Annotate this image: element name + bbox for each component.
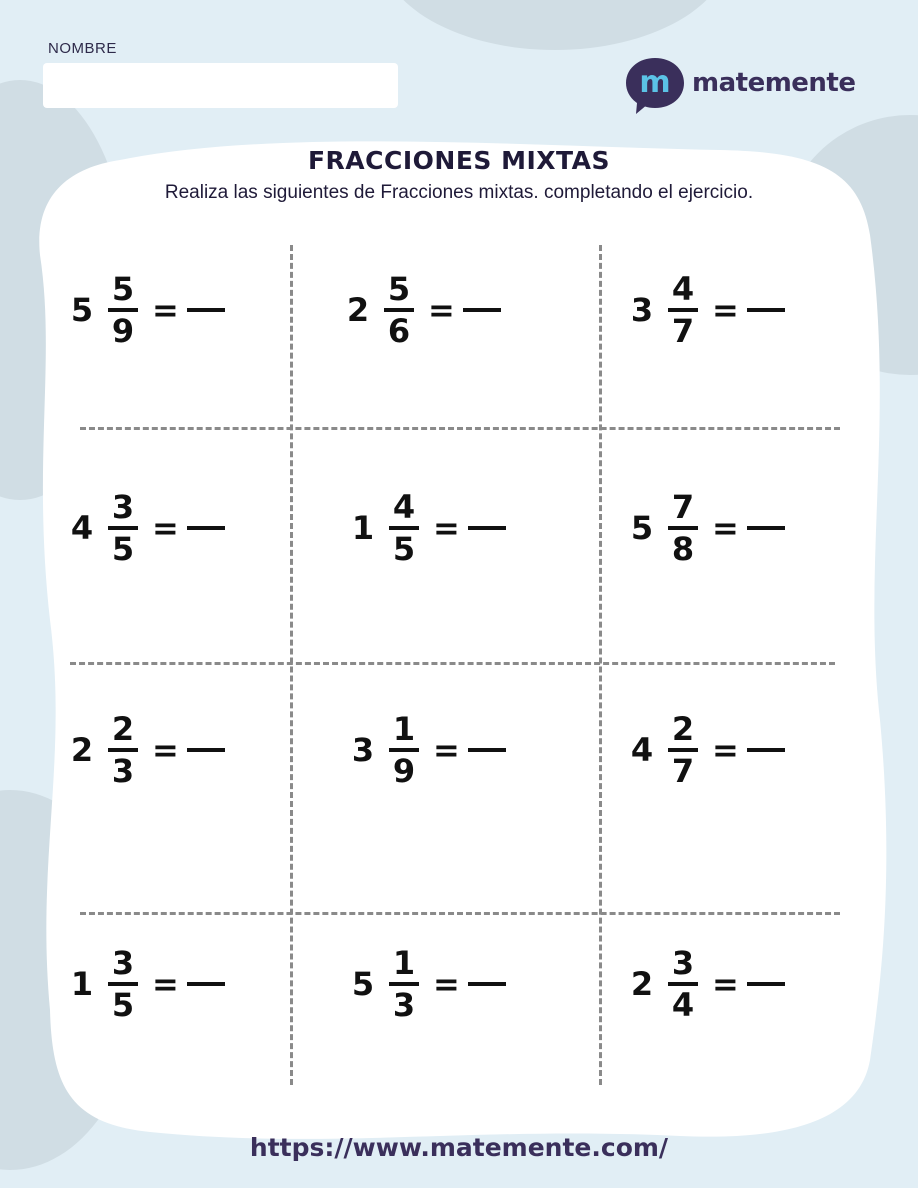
equals-sign: = [433, 731, 460, 769]
name-label: NOMBRE [48, 40, 117, 57]
equals-sign: = [712, 509, 739, 547]
problem-10 [62, 946, 225, 1022]
equals-sign: = [428, 291, 455, 329]
numerator: 1 [392, 710, 416, 748]
numerator: 3 [111, 944, 135, 982]
numerator: 5 [387, 270, 411, 308]
numerator: 3 [111, 488, 135, 526]
denominator: 8 [671, 530, 695, 568]
whole-number: 3 [351, 731, 375, 769]
problem-7 [62, 712, 225, 788]
denominator: 5 [111, 530, 135, 568]
whole-number: 4 [70, 509, 94, 547]
speech-bubble-icon [624, 54, 686, 116]
problem-12 [622, 946, 785, 1022]
whole-number: 2 [630, 965, 654, 1003]
whole-number: 2 [70, 731, 94, 769]
brand-logo [624, 54, 856, 116]
equals-sign: = [152, 965, 179, 1003]
problem-11 [343, 946, 506, 1022]
answer-blank[interactable] [747, 748, 785, 752]
denominator: 6 [387, 312, 411, 350]
answer-blank[interactable] [468, 526, 506, 530]
problem-6 [622, 490, 785, 566]
whole-number: 4 [630, 731, 654, 769]
problem-4 [62, 490, 225, 566]
answer-blank[interactable] [187, 308, 225, 312]
whole-number: 3 [630, 291, 654, 329]
fraction [108, 490, 138, 566]
whole-number: 5 [630, 509, 654, 547]
answer-blank[interactable] [747, 982, 785, 986]
numerator: 2 [671, 710, 695, 748]
answer-blank[interactable] [747, 526, 785, 530]
denominator: 7 [671, 752, 695, 790]
column-divider-left [290, 245, 293, 1085]
numerator: 4 [671, 270, 695, 308]
worksheet-title: FRACCIONES MIXTAS [307, 146, 611, 175]
whole-number: 1 [351, 509, 375, 547]
whole-number: 5 [70, 291, 94, 329]
problem-8 [343, 712, 506, 788]
row-divider-3 [80, 912, 840, 915]
answer-blank[interactable] [187, 748, 225, 752]
problem-3 [622, 272, 785, 348]
numerator: 4 [392, 488, 416, 526]
numerator: 7 [671, 488, 695, 526]
problem-9 [622, 712, 785, 788]
numerator: 5 [111, 270, 135, 308]
denominator: 3 [111, 752, 135, 790]
whole-number: 5 [351, 965, 375, 1003]
numerator: 2 [111, 710, 135, 748]
whole-number: 2 [346, 291, 370, 329]
answer-blank[interactable] [747, 308, 785, 312]
denominator: 9 [392, 752, 416, 790]
equals-sign: = [152, 731, 179, 769]
fraction [389, 490, 419, 566]
column-divider-right [599, 245, 602, 1085]
whole-number: 1 [70, 965, 94, 1003]
website-link[interactable]: https://www.matemente.com/ [249, 1133, 669, 1162]
problem-5 [343, 490, 506, 566]
problem-2 [338, 272, 501, 348]
fraction [668, 490, 698, 566]
equals-sign: = [433, 509, 460, 547]
denominator: 4 [671, 986, 695, 1024]
denominator: 9 [111, 312, 135, 350]
fraction [389, 946, 419, 1022]
answer-blank[interactable] [468, 982, 506, 986]
denominator: 5 [392, 530, 416, 568]
denominator: 7 [671, 312, 695, 350]
answer-blank[interactable] [187, 526, 225, 530]
answer-blank[interactable] [187, 982, 225, 986]
denominator: 5 [111, 986, 135, 1024]
worksheet-instructions: Realiza las siguientes de Fracciones mixtas. completando el ejercicio. [164, 182, 754, 203]
numerator: 3 [671, 944, 695, 982]
fraction [384, 272, 414, 348]
fraction [668, 272, 698, 348]
equals-sign: = [433, 965, 460, 1003]
denominator: 3 [392, 986, 416, 1024]
brand-mark-letter: m [639, 65, 671, 100]
fraction [108, 272, 138, 348]
fraction [108, 712, 138, 788]
equals-sign: = [152, 291, 179, 329]
equals-sign: = [712, 731, 739, 769]
equals-sign: = [152, 509, 179, 547]
answer-blank[interactable] [463, 308, 501, 312]
row-divider-2 [70, 662, 835, 665]
equals-sign: = [712, 965, 739, 1003]
problem-1 [62, 272, 225, 348]
fraction [108, 946, 138, 1022]
answer-blank[interactable] [468, 748, 506, 752]
fraction [668, 712, 698, 788]
name-input[interactable] [43, 63, 398, 108]
brand-name: matemente [692, 68, 856, 98]
numerator: 1 [392, 944, 416, 982]
equals-sign: = [712, 291, 739, 329]
fraction [389, 712, 419, 788]
fraction [668, 946, 698, 1022]
row-divider-1 [80, 427, 840, 430]
